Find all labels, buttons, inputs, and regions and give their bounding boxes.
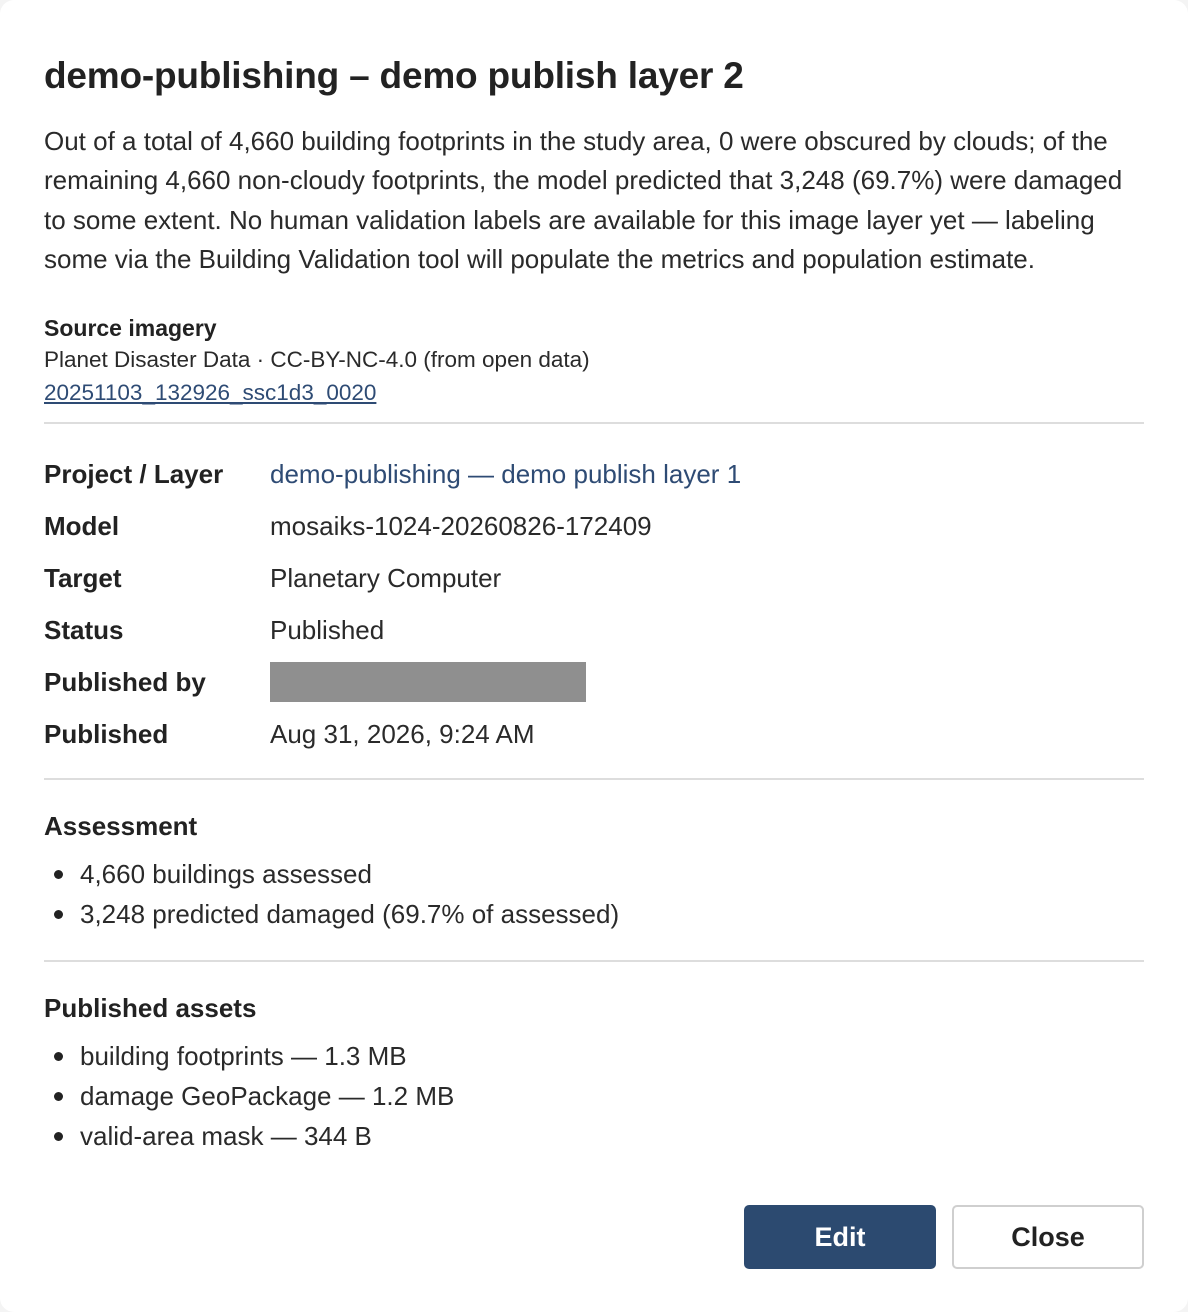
target-label: Target [44, 562, 122, 593]
assessment-list [44, 854, 1144, 934]
dialog-title: demo-publishing – demo publish layer 2 [44, 55, 744, 96]
project-layer-label: Project / Layer [44, 458, 224, 489]
published-by-label: Published by [44, 666, 206, 697]
bullet-icon [54, 1092, 63, 1101]
target-value: Planetary Computer [270, 562, 502, 593]
published-label: Published [44, 718, 169, 749]
assessment-heading: Assessment [44, 810, 198, 841]
published-assets-section [44, 990, 1144, 1156]
status-value: Published [270, 614, 385, 645]
list-item [44, 1116, 1144, 1156]
status-label: Status [44, 614, 124, 645]
bullet-icon [54, 910, 63, 919]
model-value: mosaiks-1024-20260826-172409 [270, 510, 652, 541]
assessment-section [44, 808, 1144, 934]
summary-text: Out of a total of 4,660 building footprints in the study area, 0 were obscured by clouds; of the remaining 4,660 non-cloudy footprints, the model predicted that 3,248 (69.7%) were damaged to some extent. No human validation labels are available for this image layer yet — labeling some via the Building Validation tool will populate the metrics and population estimate. [44, 126, 1123, 275]
assets-list [44, 1036, 1144, 1156]
source-imagery-heading: Source imagery [44, 314, 217, 341]
list-item-text: damage GeoPackage — 1.2 MB [80, 1080, 455, 1111]
list-item [44, 1076, 1144, 1116]
list-item-text: 4,660 buildings assessed [80, 858, 372, 889]
close-button[interactable]: Close [952, 1205, 1144, 1269]
model-label: Model [44, 510, 120, 541]
project-layer-link[interactable]: demo-publishing — demo publish layer 1 [270, 458, 742, 489]
bullet-icon [54, 1132, 63, 1141]
list-item [44, 1036, 1144, 1076]
edit-button[interactable]: Edit [744, 1205, 936, 1269]
divider [44, 778, 1144, 780]
list-item-text: building footprints — 1.3 MB [80, 1040, 407, 1071]
divider [44, 422, 1144, 424]
details-table [44, 448, 1144, 760]
list-item-text: valid-area mask — 344 B [80, 1120, 372, 1151]
source-imagery-section [44, 312, 1144, 410]
divider [44, 960, 1144, 962]
published-by-value [270, 656, 1144, 708]
published-assets-heading: Published assets [44, 992, 257, 1023]
redacted-publisher-block [270, 662, 586, 702]
bullet-icon [54, 1052, 63, 1061]
published-value: Aug 31, 2026, 9:24 AM [270, 718, 535, 749]
list-item [44, 854, 1144, 894]
source-provider-text: Planet Disaster Data · CC-BY-NC-4.0 (from open data) [44, 346, 590, 372]
list-item-text: 3,248 predicted damaged (69.7% of assessed) [80, 898, 620, 929]
dialog-footer [744, 1205, 1144, 1269]
bullet-icon [54, 870, 63, 879]
list-item [44, 894, 1144, 934]
scene-id-link[interactable]: 20251103_132926_ssc1d3_0020 [44, 379, 377, 405]
